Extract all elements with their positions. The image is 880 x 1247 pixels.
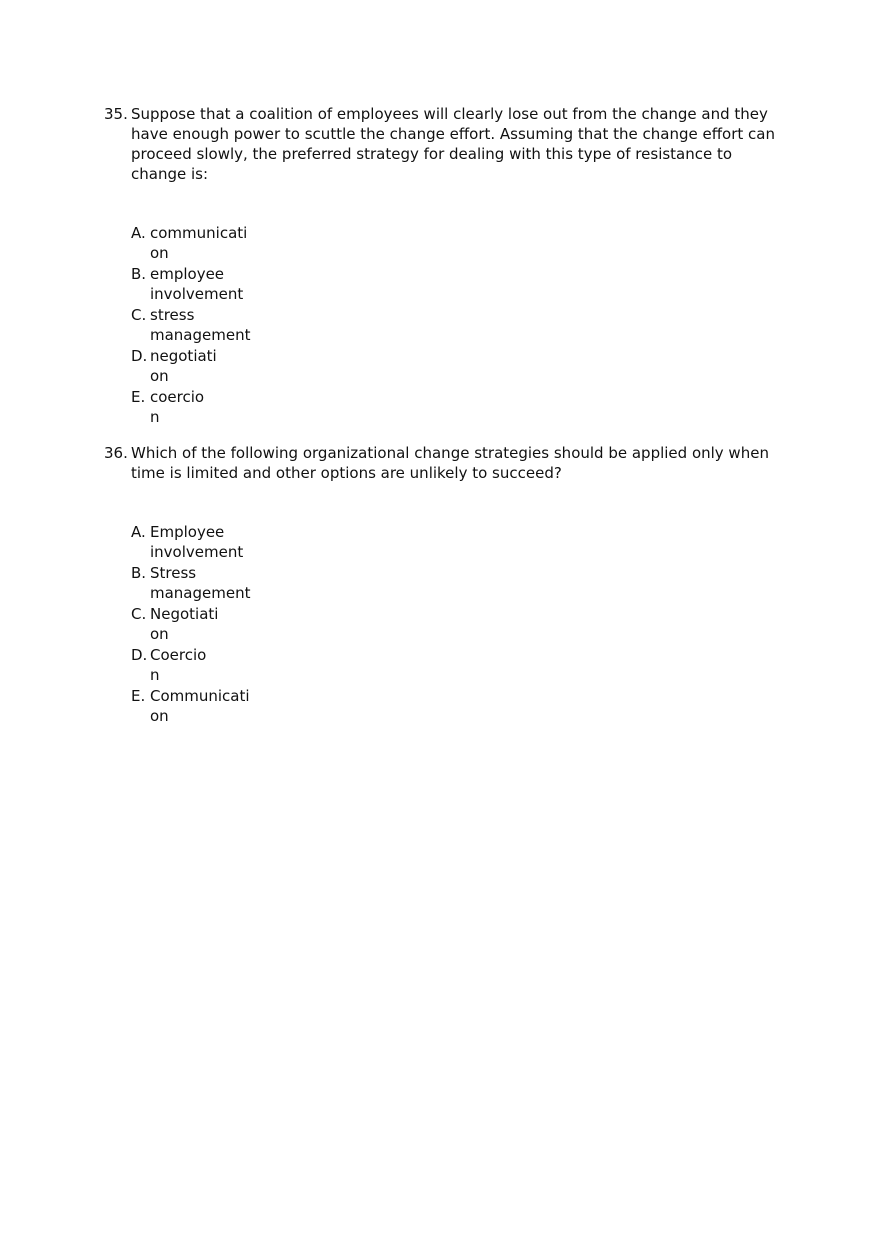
question-35 xyxy=(104,104,784,428)
answer-option-e xyxy=(131,387,784,427)
answer-option-a xyxy=(131,522,784,562)
option-letter: B. xyxy=(131,265,147,283)
answer-option-c xyxy=(131,305,784,345)
option-text: Negotiati on xyxy=(150,605,219,643)
option-letter: E. xyxy=(131,388,146,406)
question-stem xyxy=(104,104,784,184)
option-letter: D. xyxy=(131,347,148,365)
question-text: Suppose that a coalition of employees will clearly lose out from the change and they have enough power to scuttle the change effort. Assuming that the change effort can proceed slowly, the preferred strategy for dealing with this type of resistance to change is: xyxy=(131,105,775,183)
answer-options xyxy=(131,223,784,427)
option-letter: D. xyxy=(131,646,148,664)
option-text: Stress management xyxy=(150,564,251,602)
answer-option-d xyxy=(131,346,784,386)
option-letter: E. xyxy=(131,687,146,705)
answer-option-e xyxy=(131,686,784,726)
question-stem xyxy=(104,443,784,483)
answer-option-d xyxy=(131,645,784,685)
answer-option-a xyxy=(131,223,784,263)
option-text: negotiati on xyxy=(150,347,217,385)
answer-option-b xyxy=(131,264,784,304)
option-text: stress management xyxy=(150,306,251,344)
option-text: employee involvement xyxy=(150,265,244,303)
option-text: Coercio n xyxy=(150,646,207,684)
option-letter: B. xyxy=(131,564,147,582)
question-number: 35. xyxy=(104,105,128,123)
answer-option-b xyxy=(131,563,784,603)
question-36 xyxy=(104,443,784,727)
option-letter: A. xyxy=(131,224,146,242)
answer-option-c xyxy=(131,604,784,644)
question-text: Which of the following organizational change strategies should be applied only when time is limited and other options are unlikely to succeed? xyxy=(131,444,769,482)
option-text: Employee involvement xyxy=(150,523,244,561)
option-letter: C. xyxy=(131,605,147,623)
option-text: communicati on xyxy=(150,224,248,262)
question-number: 36. xyxy=(104,444,128,462)
option-letter: C. xyxy=(131,306,147,324)
answer-options xyxy=(131,522,784,726)
option-text: Communicati on xyxy=(150,687,250,725)
option-letter: A. xyxy=(131,523,146,541)
option-text: coercio n xyxy=(150,388,205,426)
